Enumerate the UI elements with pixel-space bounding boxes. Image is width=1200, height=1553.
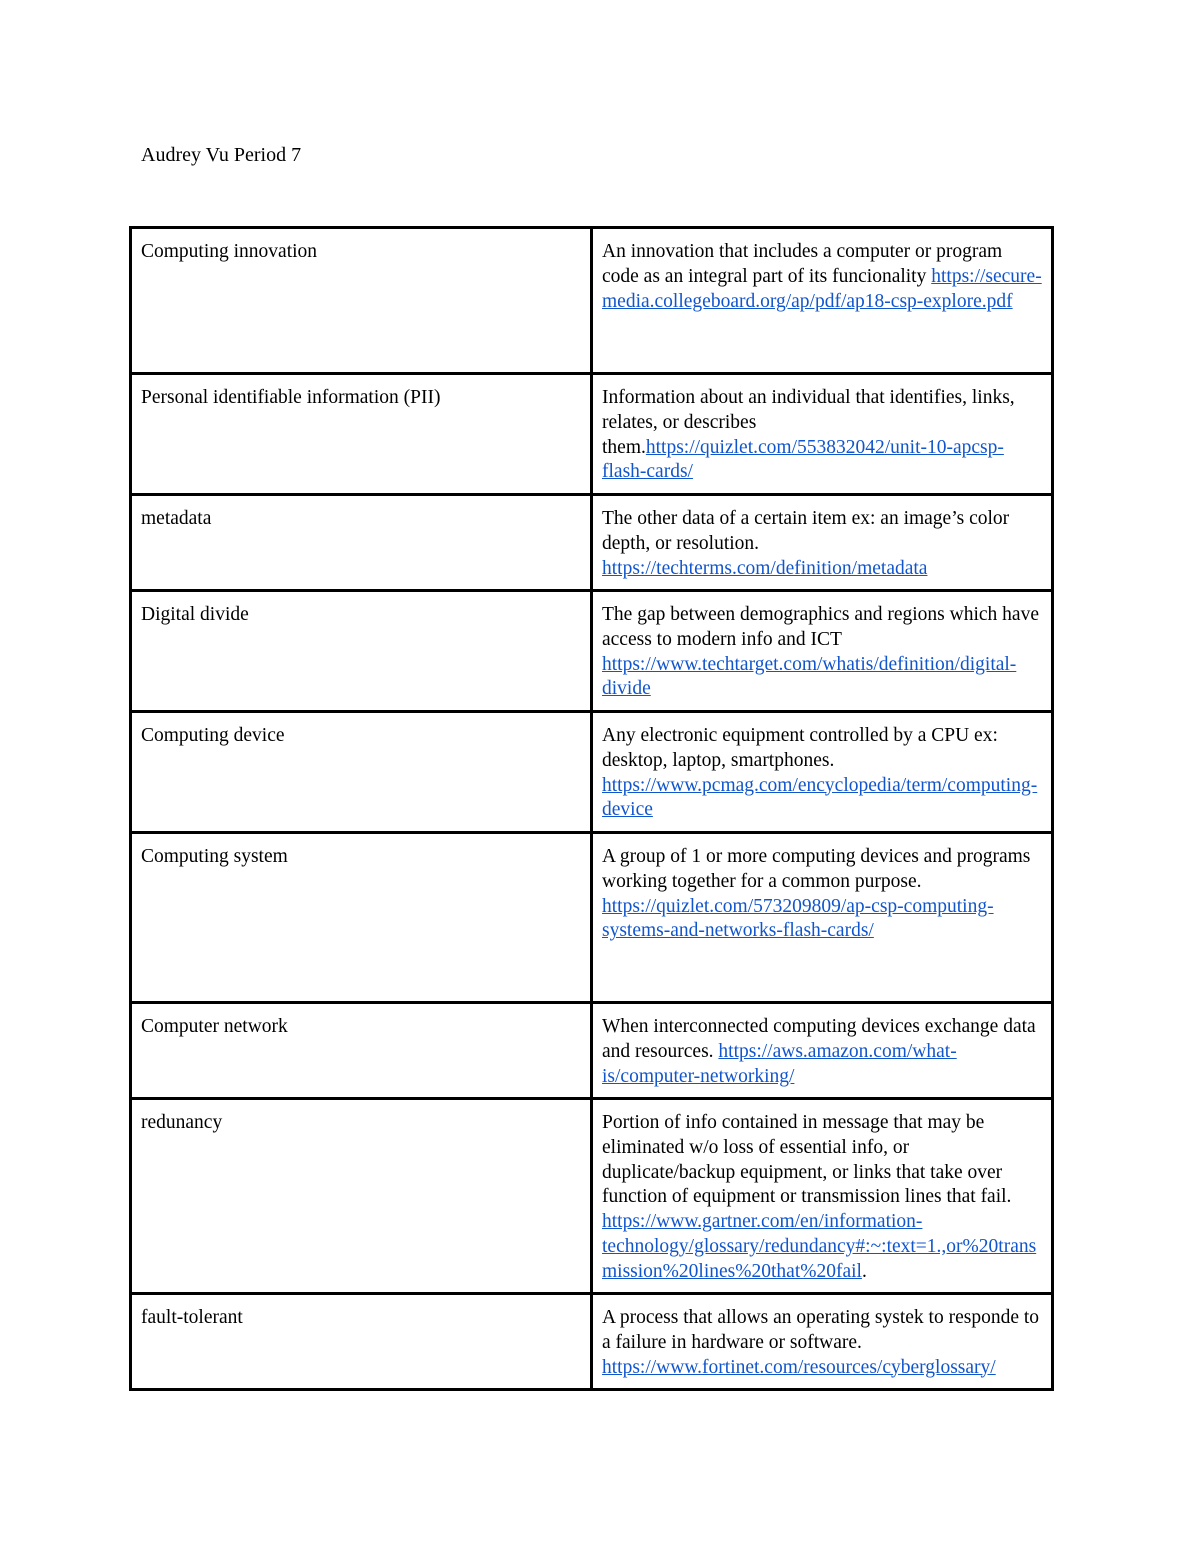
table-row: [131, 1003, 1053, 1099]
table-row: [131, 1294, 1053, 1390]
definition-text: The other data of a certain item ex: an image’s color depth, or resolution.: [602, 508, 1010, 554]
definition-cell: [592, 1294, 1053, 1390]
definition-cell: [592, 591, 1053, 712]
term-cell: fault-tolerant: [131, 1294, 592, 1390]
term-cell: redunancy: [131, 1099, 592, 1294]
term-cell: Computing device: [131, 712, 592, 833]
definition-cell: [592, 712, 1053, 833]
term-cell: Digital divide: [131, 591, 592, 712]
table-row: [131, 1099, 1053, 1294]
definition-cell: [592, 833, 1053, 1003]
source-link[interactable]: https://www.techtarget.com/whatis/definition/digital-divide: [602, 653, 1017, 700]
table-row: [131, 374, 1053, 495]
definition-cell: [592, 495, 1053, 591]
definition-cell: [592, 1003, 1053, 1099]
definition-trailing: .: [861, 1260, 867, 1282]
definition-text: Any electronic equipment controlled by a CPU ex: desktop, laptop, smartphones.: [602, 725, 998, 771]
source-link[interactable]: https://quizlet.com/573209809/ap-csp-computing-systems-and-networks-flash-cards/: [602, 895, 994, 942]
source-link[interactable]: https://quizlet.com/553832042/unit-10-apcsp-flash-cards/: [602, 436, 1004, 483]
definition-text: Portion of info contained in message that may be eliminated w/o loss of essential info, or duplicate/backup equipment, or links that take over function of equipment or transmission lines that fail.: [602, 1112, 1012, 1208]
source-link[interactable]: https://aws.amazon.com/what-is/computer-networking/: [602, 1040, 957, 1087]
definition-cell: [592, 228, 1053, 374]
table-row: [131, 495, 1053, 591]
definition-text: When interconnected computing devices exchange data and resources.: [602, 1016, 1036, 1062]
table-row: [131, 833, 1053, 1003]
table-row: [131, 591, 1053, 712]
term-cell: Personal identifiable information (PII): [131, 374, 592, 495]
source-link[interactable]: https://www.gartner.com/en/information-technology/glossary/redundancy#:~:text=1.,or%20transmission%20lines%20that%20fail: [602, 1211, 1037, 1282]
source-link[interactable]: https://secure-media.collegeboard.org/ap/pdf/ap18-csp-explore.pdf: [602, 265, 1042, 312]
definition-text: The gap between demographics and regions which have access to modern info and ICT: [602, 604, 1039, 650]
definition-text: A group of 1 or more computing devices and programs working together for a common purpose.: [602, 846, 1031, 892]
source-link[interactable]: https://www.pcmag.com/encyclopedia/term/computing-device: [602, 774, 1038, 821]
source-link[interactable]: https://techterms.com/definition/metadata: [602, 557, 928, 579]
term-cell: metadata: [131, 495, 592, 591]
document-header: Audrey Vu Period 7: [141, 144, 302, 166]
definition-text: A process that allows an operating systek to responde to a failure in hardware or software.: [602, 1307, 1040, 1353]
term-cell: Computing innovation: [131, 228, 592, 374]
table-row: [131, 712, 1053, 833]
vocabulary-table: [129, 226, 1054, 1391]
term-cell: Computing system: [131, 833, 592, 1003]
term-cell: Computer network: [131, 1003, 592, 1099]
definition-cell: [592, 374, 1053, 495]
source-link[interactable]: https://www.fortinet.com/resources/cyberglossary/: [602, 1356, 996, 1378]
definition-cell: [592, 1099, 1053, 1294]
definition-text: Information about an individual that identifies, links, relates, or describes them.: [602, 387, 1015, 458]
table-row: [131, 228, 1053, 374]
definition-text: An innovation that includes a computer or program code as an integral part of its funcionality: [602, 241, 1003, 287]
